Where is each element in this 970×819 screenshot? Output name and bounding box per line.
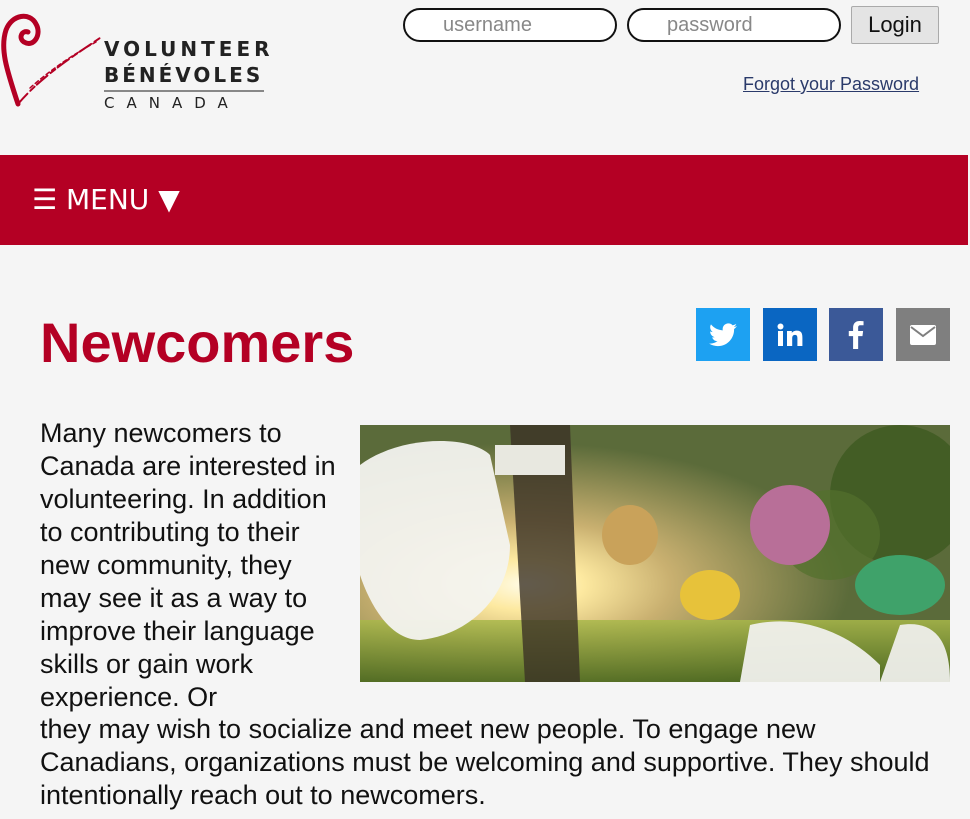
logo-wordmark: [104, 36, 274, 112]
main-nav-bar: [0, 155, 968, 245]
forgot-password-link[interactable]: Forgot your Password: [743, 74, 920, 94]
logo-line-canada: CANADA: [104, 94, 240, 112]
email-icon: [910, 325, 936, 345]
logo-line-volunteer: VOLUNTEER: [104, 37, 274, 61]
twitter-icon: [709, 323, 737, 347]
username-input[interactable]: [403, 8, 617, 42]
share-twitter-button[interactable]: [696, 308, 750, 361]
heart-logo-icon: [0, 8, 110, 108]
linkedin-icon: [777, 323, 803, 347]
logo-line-benevoles: BÉNÉVOLES: [104, 63, 264, 87]
facebook-icon: [848, 321, 864, 349]
password-input[interactable]: [627, 8, 841, 42]
share-linkedin-button[interactable]: [763, 308, 817, 361]
share-email-button[interactable]: [896, 308, 950, 361]
logo-divider: [104, 90, 264, 92]
intro-paragraph: Many newcomers to Canada are interested in volunteering. In addition to contributing to their new community, they may see it as a way to improve their language skills or gain work experience. Or: [40, 418, 336, 712]
login-button[interactable]: Login: [851, 6, 939, 44]
share-facebook-button[interactable]: [829, 308, 883, 361]
page-title: Newcomers: [40, 311, 355, 374]
site-logo[interactable]: [0, 8, 280, 112]
menu-toggle-button[interactable]: ☰ MENU ▼: [32, 183, 180, 216]
volunteers-photo: [360, 425, 950, 682]
intro-paragraph-continued: they may wish to socialize and meet new people. To engage new Canadians, organizations must be welcoming and supportive. They should intentionally reach out to newcomers.: [40, 714, 930, 810]
